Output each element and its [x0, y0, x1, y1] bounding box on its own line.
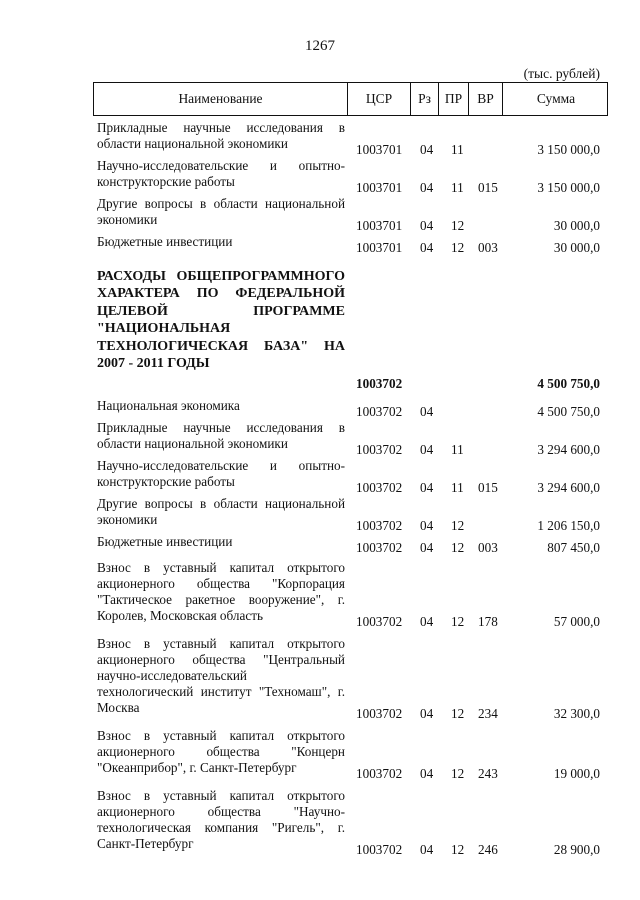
table-row — [0, 728, 640, 782]
row-sum: 4 500 750,0 — [537, 404, 600, 419]
row-pr: 11 — [451, 180, 464, 195]
row-name: Научно-исследовательские и опытно-конструкторские работы — [97, 458, 345, 489]
row-name: Прикладные научные исследования в области национальной экономики — [97, 120, 345, 151]
row-csr: 1003701 — [356, 180, 403, 195]
page-number: 1267 — [305, 38, 335, 54]
units-label: (тыс. рублей) — [523, 66, 600, 81]
row-vr: 003 — [478, 240, 498, 255]
row-name: Взнос в уставный капитал открытого акционерного общества "Центральный научно-исследовательский технологический институт "Техномаш", г. Москва — [97, 636, 345, 715]
row-rz: 04 — [420, 518, 434, 533]
row-sum: 57 000,0 — [553, 614, 600, 629]
row-name: Научно-исследовательские и опытно-конструкторские работы — [97, 158, 345, 189]
row-vr: 178 — [478, 614, 498, 629]
row-rz: 04 — [420, 442, 434, 457]
header-vr: ВР — [469, 83, 503, 115]
header-csr: ЦСР — [348, 83, 411, 115]
row-name: Взнос в уставный капитал открытого акционерного общества "Научно-технологическая компания "Ригель", г. Санкт-Петербург — [97, 788, 345, 851]
row-rz: 04 — [420, 480, 434, 495]
row-rz: 04 — [420, 404, 434, 419]
row-vr: 246 — [478, 842, 498, 857]
row-rz: 04 — [420, 180, 434, 195]
row-csr: 1003702 — [356, 518, 403, 533]
table-body — [0, 120, 640, 858]
row-csr: 1003702 — [356, 376, 403, 391]
row-pr: 12 — [451, 766, 465, 781]
row-csr: 1003702 — [356, 404, 403, 419]
header-rz: Рз — [411, 83, 439, 115]
row-csr: 1003702 — [356, 766, 403, 781]
row-csr: 1003701 — [356, 142, 403, 157]
header-pr: ПР — [439, 83, 469, 115]
row-pr: 11 — [451, 442, 464, 457]
header-sum: Сумма — [536, 91, 576, 106]
table-row — [0, 158, 640, 196]
row-pr: 11 — [451, 142, 464, 157]
row-rz: 04 — [420, 240, 434, 255]
row-csr: 1003702 — [356, 480, 403, 495]
row-vr: 234 — [478, 706, 498, 721]
row-csr: 1003702 — [356, 706, 403, 721]
row-pr: 12 — [451, 614, 465, 629]
row-pr: 12 — [451, 540, 465, 555]
table-row — [0, 196, 640, 234]
row-pr: 12 — [451, 518, 465, 533]
row-sum: 3 294 600,0 — [537, 480, 600, 495]
row-pr: 11 — [451, 480, 464, 495]
row-sum: 32 300,0 — [553, 706, 600, 721]
row-csr: 1003702 — [356, 614, 403, 629]
row-sum: 4 500 750,0 — [537, 376, 600, 391]
row-vr: 015 — [478, 180, 498, 195]
row-sum: 3 150 000,0 — [537, 180, 600, 195]
row-rz: 04 — [420, 842, 434, 857]
row-rz: 04 — [420, 706, 434, 721]
table-row — [0, 398, 640, 420]
table-row — [0, 120, 640, 158]
row-vr: 243 — [478, 766, 498, 781]
table-row-section — [0, 268, 640, 392]
row-csr: 1003702 — [356, 842, 403, 857]
row-sum: 30 000,0 — [553, 218, 600, 233]
row-name: Взнос в уставный капитал открытого акционерного общества "Концерн "Океанприбор", г. Санкт-Петербург — [97, 728, 345, 775]
row-vr: 015 — [478, 480, 498, 495]
table-row — [0, 534, 640, 556]
row-csr: 1003701 — [356, 218, 403, 233]
row-vr: 003 — [478, 540, 498, 555]
table-row — [0, 496, 640, 534]
row-rz: 04 — [420, 142, 434, 157]
section-title: РАСХОДЫ ОБЩЕПРОГРАММНОГО ХАРАКТЕРА ПО ФЕДЕРАЛЬНОЙ ЦЕЛЕВОЙ ПРОГРАММЕ "НАЦИОНАЛЬНАЯ ТЕХНОЛОГИЧЕСКАЯ БАЗА" НА 2007 - 2011 ГОДЫ — [97, 269, 345, 372]
table-header — [93, 82, 608, 116]
row-pr: 12 — [451, 842, 465, 857]
row-sum: 1 206 150,0 — [537, 518, 600, 533]
table-row — [0, 458, 640, 496]
header-name: Наименование — [94, 83, 348, 115]
row-csr: 1003702 — [356, 540, 403, 555]
row-name: Взнос в уставный капитал открытого акционерного общества "Корпорация "Тактическое ракетное вооружение", г. Королев, Московская область — [97, 560, 345, 623]
row-name: Бюджетные инвестиции — [97, 534, 233, 549]
row-sum: 3 150 000,0 — [537, 142, 600, 157]
table-row — [0, 234, 640, 256]
row-rz: 04 — [420, 766, 434, 781]
row-csr: 1003701 — [356, 240, 403, 255]
row-sum: 28 900,0 — [553, 842, 600, 857]
row-name: Прикладные научные исследования в области национальной экономики — [97, 420, 345, 451]
table-row — [0, 636, 640, 722]
row-sum: 19 000,0 — [553, 766, 600, 781]
row-sum: 30 000,0 — [553, 240, 600, 255]
row-pr: 12 — [451, 240, 465, 255]
row-csr: 1003702 — [356, 442, 403, 457]
row-rz: 04 — [420, 540, 434, 555]
table-row — [0, 560, 640, 630]
row-name: Другие вопросы в области национальной экономики — [97, 496, 345, 527]
row-pr: 12 — [451, 706, 465, 721]
row-name: Бюджетные инвестиции — [97, 234, 233, 249]
row-name: Национальная экономика — [97, 398, 240, 413]
row-name: Другие вопросы в области национальной экономики — [97, 196, 345, 227]
table-row — [0, 420, 640, 458]
table-row — [0, 788, 640, 858]
row-rz: 04 — [420, 614, 434, 629]
row-sum: 3 294 600,0 — [537, 442, 600, 457]
row-rz: 04 — [420, 218, 434, 233]
row-pr: 12 — [451, 218, 465, 233]
row-sum: 807 450,0 — [547, 540, 600, 555]
